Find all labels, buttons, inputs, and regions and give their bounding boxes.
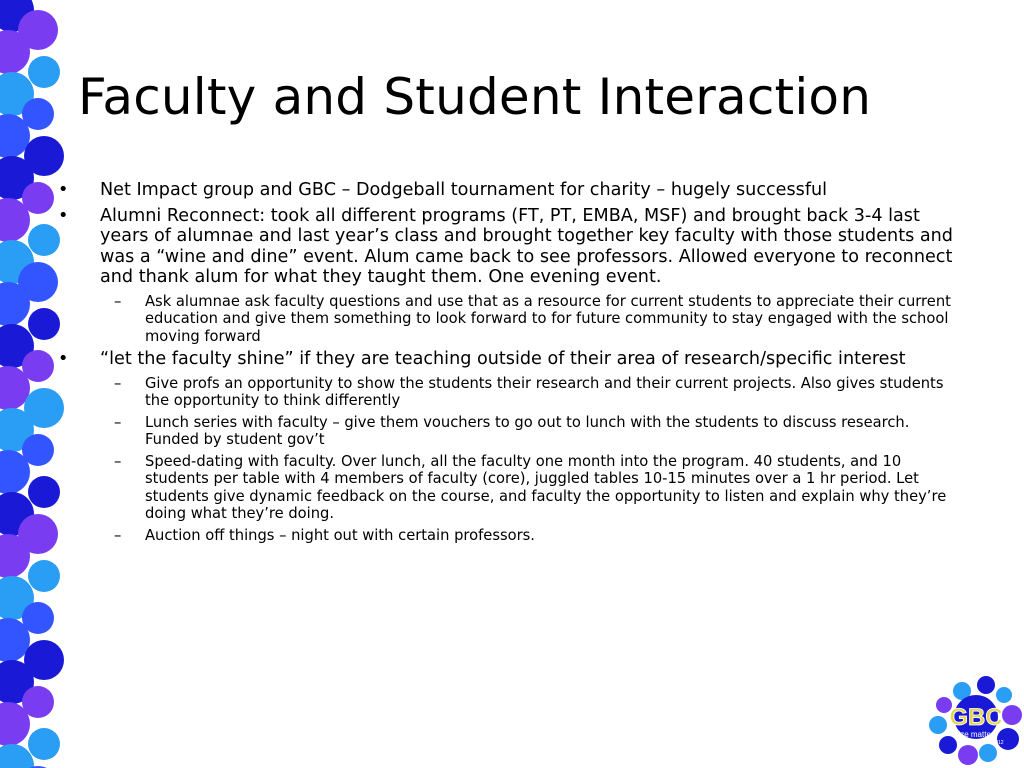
sub-bullet-marker: – xyxy=(114,374,122,392)
slide-title: Faculty and Student Interaction xyxy=(78,68,872,126)
bullet-text: “let the faculty shine” if they are teaching outside of their area of research/specific interest xyxy=(100,349,906,369)
decorative-circle xyxy=(28,728,60,760)
sub-bullet-marker: – xyxy=(114,452,122,470)
decorative-circle xyxy=(28,476,60,508)
slide-content xyxy=(58,180,963,548)
bullet-marker: • xyxy=(58,180,69,200)
bullet-marker: • xyxy=(58,205,69,226)
decorative-circle xyxy=(28,308,60,340)
sub-bullet-text: Lunch series with faculty – give them vouchers to go out to lunch with the students to discuss research. Funded by student gov’t xyxy=(145,413,910,448)
sub-bullet-item xyxy=(58,414,963,449)
sub-bullet-marker: – xyxy=(114,292,122,310)
sub-bullet-text: Auction off things – night out with certain professors. xyxy=(145,526,535,544)
sub-bullet-text: Speed-dating with faculty. Over lunch, all the faculty one month into the program. 40 students, and 10 students per table with 4 members of faculty (core), juggled tables 10-15 minutes over a 1 hr period. Let students give dynamic feedback on the course, and faculty the opportunity to listen and explain why they’re doing what they’re doing. xyxy=(145,452,947,522)
logo-tagline: size matters xyxy=(954,730,998,739)
gbc-logo-icon xyxy=(924,673,1024,768)
bullet-item xyxy=(58,349,963,370)
sub-bullet-marker: – xyxy=(114,526,122,544)
decorative-circle xyxy=(28,560,60,592)
sub-bullet-item xyxy=(58,293,963,346)
bullet-text: Alumni Reconnect: took all different programs (FT, PT, EMBA, MSF) and brought back 3-4 last years of alumnae and last year’s class and brought together key faculty with those students and was a “wine and dine” event. Alum came back to see professors. Allowed everyone to reconnect and thank alum for what they taught them. One evening event. xyxy=(100,205,953,287)
sub-bullet-item xyxy=(58,453,963,523)
sub-bullet-marker: – xyxy=(114,413,122,431)
bullet-marker: • xyxy=(58,349,69,369)
bullet-item xyxy=(58,206,963,288)
sub-bullet-text: Ask alumnae ask faculty questions and use that as a resource for current students to appreciate their current education and give them something to look forward to for future community to stay engaged with the school moving forward xyxy=(145,292,951,345)
sub-bullet-text: Give profs an opportunity to show the students their research and their current projects. Also gives students the opportunity to think differently xyxy=(145,374,944,409)
bullet-item xyxy=(58,180,963,201)
decorative-circle xyxy=(28,224,60,256)
bullet-text: Net Impact group and GBC – Dodgeball tournament for charity – hugely successful xyxy=(100,180,828,200)
logo-text: GBC xyxy=(949,704,1003,731)
logo-year: 2012 xyxy=(992,740,1004,746)
sub-bullet-item xyxy=(58,527,963,545)
decorative-circle xyxy=(28,56,60,88)
sub-bullet-item xyxy=(58,375,963,410)
